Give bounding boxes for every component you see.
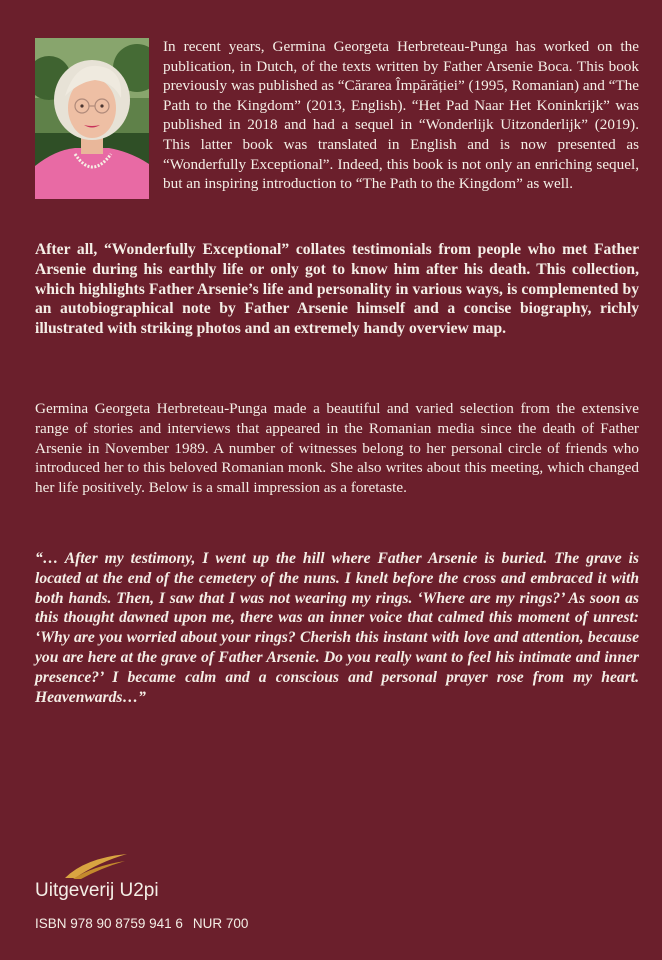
isbn-number: ISBN 978 90 8759 941 6	[35, 916, 183, 931]
nur-code: NUR 700	[192, 916, 249, 931]
isbn-line	[35, 916, 248, 931]
author-photo	[35, 38, 149, 199]
publisher-logo	[35, 852, 195, 902]
selection-paragraph: Germina Georgeta Herbreteau-Punga made a beautiful and varied selection from the extensive range of stories and interviews that appeared in the Romanian media since the death of Father Arsenie in November 1989. A number of witnesses belong to her personal circle of friends who introduced her to this beloved Romanian monk. She also writes about this meeting, which changed her life positively. Below is a small impression as a foretaste.	[35, 400, 639, 497]
author-portrait-illustration	[35, 38, 149, 199]
summary-paragraph: After all, “Wonderfully Exceptional” collates testimonials from people who met Father Arsenie during his earthly life or only got to know him after his death. This collection, which highlights Father Arsenie’s life and personality in various ways, is complemented by an autobiographical note by Father Arsenie himself and a concise biography, richly illustrated with striking photos and an extremely handy overview map.	[35, 241, 639, 338]
intro-paragraph: In recent years, Germina Georgeta Herbreteau-Punga has worked on the publication, in Dutch, of the texts written by Father Arsenie Boca. This book previously was published as “Cărarea Împărăției” (1995, Romanian) and “The Path to the Kingdom” (2013, English). “Het Pad Naar Het Koninkrijk” was published in 2018 and had a sequel in “Wonderlijk Uitzonderlijk” (2019). This latter book was translated in English and is now presented as “Wonderfully Exceptional”. Indeed, this book is not only an enriching sequel, but an inspiring introduction to “The Path to the Kingdom” as well.	[163, 38, 639, 193]
quote-paragraph: “… After my testimony, I went up the hill where Father Arsenie is buried. The grave is located at the end of the cemetery of the nuns. I knelt before the cross and embraced it with both hands. Then, I saw that I was not wearing my rings. ‘Where are my rings?’ As soon as this thought dawned upon me, there was an inner voice that calmed this moment of unrest: ‘Why are you worried about your rings? Cherish this instant with love and attention, because you are here at the grave of Father Arsenie. Do you really want to feel his intimate and inner presence?’ I became calm and a conscious and personal prayer rose from my heart. Heavenwards…”	[35, 550, 639, 706]
publisher-name: Uitgeverij U2pi	[35, 880, 159, 901]
swoosh-icon	[63, 852, 129, 880]
